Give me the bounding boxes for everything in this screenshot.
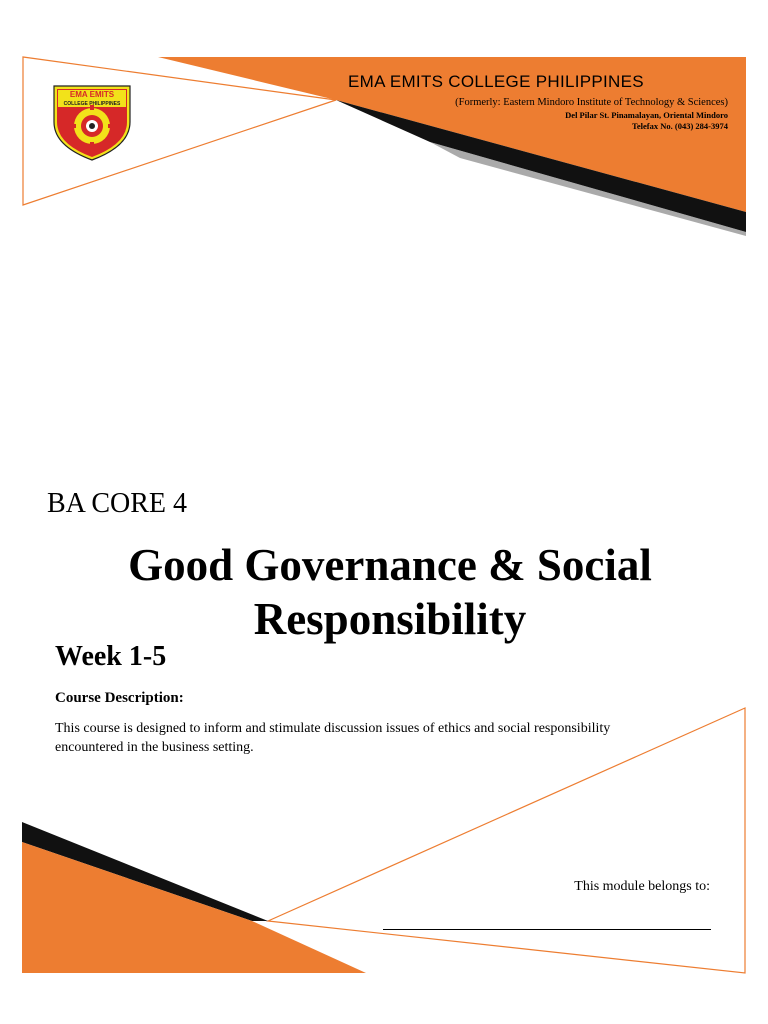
course-title: Good Governance & Social Responsibility [128,540,652,644]
logo-text-sub: COLLEGE PHILIPPINES [63,101,121,107]
course-description-body: This course is designed to inform and stimulate discussion issues of ethics and social responsibility encountered in the business setting. [55,721,611,755]
college-address: Del Pilar St. Pinamalayan, Oriental Mindoro [565,110,728,120]
course-description-heading: Course Description: [55,690,184,706]
college-seal-icon [52,84,132,162]
college-telefax: Telefax No. (043) 284-3974 [631,121,728,131]
college-name: EMA EMITS COLLEGE PHILIPPINES [348,72,644,91]
course-code: BA CORE 4 [47,488,188,519]
module-owner-label: This module belongs to: [574,879,710,894]
logo-text-top: EMA EMITS [69,90,115,99]
week-range: Week 1-5 [55,641,167,672]
module-owner-line [383,929,711,930]
college-former-name: (Formerly: Eastern Mindoro Institute of Technology & Sciences) [455,97,728,108]
